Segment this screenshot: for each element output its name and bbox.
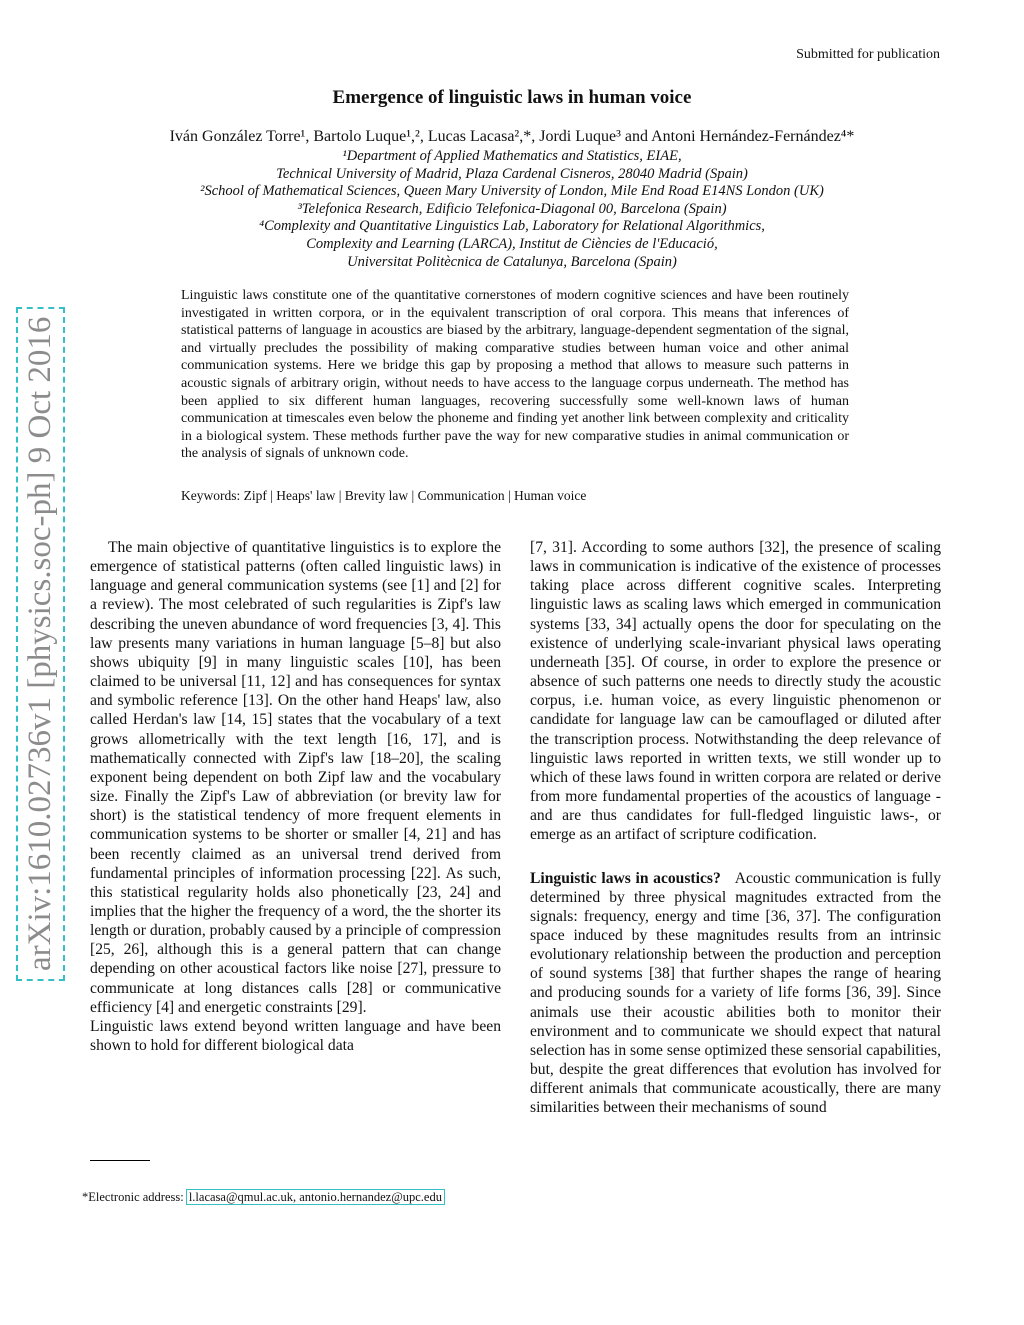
affiliations — [0, 148, 1024, 271]
keywords: Keywords: Zipf | Heaps' law | Brevity law | Communication | Human voice — [181, 488, 587, 503]
right-column — [530, 538, 941, 1118]
affiliation-line: ¹Department of Applied Mathematics and Statistics, EIAE, — [342, 148, 682, 164]
affiliation-line: Technical University of Madrid, Plaza Cardenal Cisneros, 28040 Madrid (Spain) — [276, 165, 748, 182]
abstract: Linguistic laws constitute one of the quantitative cornerstones of modern cognitive sciences and have been routinely investigated in written corpora, or in the equivalent transcription of oral corpora. This means that inferences of statistical patterns of language in acoustics are biased by the arbitrary, language-dependent segmentation of the signal, and virtually precludes the possibility of making comparative studies between human voice and other animal communication systems. Here we bridge this gap by proposing a method that allows to measure such patterns in acoustic signals of arbitrary origin, without needs to have access to the language corpus underneath. The method has been applied to six different human languages, recovering successfully some well-known laws of human communication at timescales even below the phoneme and finding yet another link between complexity and criticality in a biological system. These methods further pave the way for new comparative studies in animal communication or the analysis of signals of unknown code. — [181, 288, 849, 462]
body-paragraph: Linguistic laws extend beyond written language and have been shown to hold for different biological data — [90, 1017, 501, 1055]
footnote — [82, 1190, 444, 1205]
section-paragraph — [530, 869, 941, 1118]
footnote-rule — [90, 1160, 150, 1161]
affiliation-line: ⁴Complexity and Quantitative Linguistics Lab, Laboratory for Relational Algorithmics, — [259, 218, 765, 235]
section-heading: Linguistic laws in acoustics? — [530, 869, 721, 887]
affiliation-line: ²School of Mathematical Sciences, Queen Mary University of London, Mile End Road E14NS London (UK) — [200, 183, 824, 200]
affiliation-line: ³Telefonica Research, Edificio Telefonica-Diagonal 00, Barcelona (Spain) — [297, 200, 727, 217]
left-column — [90, 538, 501, 1055]
footnote-label: *Electronic address: — [82, 1190, 184, 1204]
body-paragraph: [7, 31]. According to some authors [32], the presence of scaling laws in communication is indicative of the existence of processes taking place across different cognitive scales. Interpreting linguistic laws as scaling laws which emerged in communication systems [33, 34] actually opens the door for speculating on the existence of underlying scale-invariant physical laws operating underneath [35]. Of course, in order to explore the presence or absence of such patterns one needs to directly study the acoustic corpus, i.e. human voice, as every linguistic phenomenon or candidate for language law can be camouflaged or diluted after the transcription process. Notwithstanding the deep relevance of linguistic laws reported in written texts, we still wonder up to which of these laws found in written corpora are related or derive from more fundamental properties of the acoustics of language -and are thus candidates for full-fledged linguistic laws-, or emerge as an artifact of scripture codification. — [530, 539, 941, 844]
paper-title: Emergence of linguistic laws in human voice — [332, 87, 692, 108]
author-list: Iván González Torre¹, Bartolo Luque¹,², Lucas Lacasa²,*, Jordi Luque³ and Antoni Hernández-Fernández⁴* — [169, 128, 855, 145]
email-link[interactable]: l.lacasa@qmul.ac.uk, antonio.hernandez@upc.edu — [188, 1190, 442, 1204]
running-header: Submitted for publication — [796, 47, 940, 62]
section-body: Acoustic communication is fully determined by three physical magnitudes extracted from the signals: frequency, energy and time [36, 37]. The configuration space induced by these magnitudes results from an intrinsic evolutionary relationship between the production and perception of sound systems [38] that further shapes the range of hearing and producing sounds for a variety of life forms [36, 39]. Since animals use their acoustic abilities both to monitor their environment and to communicate we should expect that natural selection has in some sense optimized these sensorial capabilities, but, despite the great differences that evolution has involved for different animals that communicate acoustically, there are many similarities between their mechanisms of sound — [530, 869, 942, 1117]
body-paragraph: The main objective of quantitative linguistics is to explore the emergence of statistical patterns (often called linguistic laws) in language and general communication systems (see [1] and [2] for a review). The most celebrated of such regularities is Zipf's law describing the uneven abundance of word frequencies [3, 4]. This law presents many variations in human language [5–8] but also shows ubiquity [9] in many linguistic scales [10], has been claimed to be universal [11, 12] and has consequences for syntax and symbolic reference [13]. On the other hand Heaps' law, also called Herdan's law [14, 15] states that the vocabulary of a text grows allometrically with the text length [16, 17], and is mathematically connected with Zipf's law [18–20], the scaling exponent being dependent on both Zipf law and the vocabulary size. Finally the Zipf's Law of abbreviation (or brevity law for short) is the statistical tendency of more frequent elements in communication systems to be shorter or smaller [4, 21] and has been recently claimed as an universal trend derived from fundamental principles of information processing [22]. As such, this statistical regularity holds also phonetically [23, 24] and implies that the higher the frequency of a word, the the shorter its length or duration, probably caused by a principle of compression [25, 26], although this is a general pattern that can change depending on other acoustical factors like noise [27], pressure to communicate at long distances calls [28] or communicative efficiency [4] and energetic constraints [29]. — [90, 539, 501, 1016]
affiliation-line: Complexity and Learning (LARCA), Institut de Ciències de l'Educació, — [306, 235, 718, 252]
arxiv-stamp[interactable]: arXiv:1610.02736v1 [physics.soc-ph] 9 Oct 2016 — [22, 313, 59, 975]
affiliation-line: Universitat Politècnica de Catalunya, Barcelona (Spain) — [347, 253, 677, 270]
